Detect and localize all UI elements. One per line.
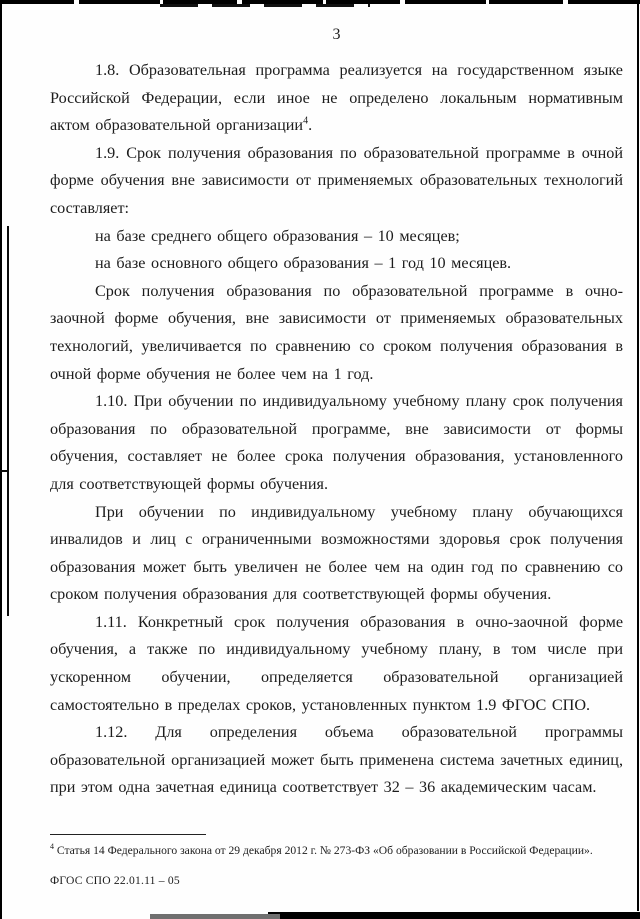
paragraph-1-8-period: . <box>308 116 313 135</box>
footnote-rule <box>50 834 206 835</box>
footnote-text-line <box>50 840 610 858</box>
scan-edge-bottom <box>268 912 640 919</box>
term-basic-general-education: на базе основного общего образования – 1 год 10 месяцев. <box>95 254 512 273</box>
footnote-reference-4: 4 <box>303 115 309 127</box>
paragraph-1-9: 1.9. Срок получения образования по образовательной программе в очной форме обучения вне зависимости от применяемых образовательных технологий составляет: <box>50 143 623 217</box>
footnote <box>50 834 610 858</box>
paragraph-1-10: 1.10. При обучении по индивидуальному учебному плану срок получения образования по образовательной программе, вне зависимости от формы обучения, составляет не более срока получения образования, установленного для соответствующей формы обучения. <box>50 392 623 493</box>
scan-edge-right <box>637 0 639 911</box>
scan-edge-bottom-gray <box>150 914 280 919</box>
footnote-text: Статья 14 Федерального закона от 29 декабря 2012 г. № 273-ФЗ «Об образовании в Российской Федерации». <box>54 843 593 857</box>
paragraph-1-9-continuation: Срок получения образования по образовательной программе в очно-заочной форме обучения, вне зависимости от применяемых образовательных технологий, увеличивается по сравнению со сроком получения образования в очной форме обучения не более чем на 1 год. <box>50 281 623 383</box>
scan-edge-left-tick <box>0 470 7 472</box>
paragraph-1-12: 1.12. Для определения объема образовательной программы образовательной организацией может быть применена система зачетных единиц, при этом одна зачетная единица соответствует 32 – 36 академическим часам. <box>50 723 623 797</box>
scan-edge-left-inner-line <box>7 226 9 616</box>
paragraph-1-11: 1.11. Конкретный срок получения образования в очно-заочной форме обучения, а также по индивидуальному учебному плану, в том числе при ускоренном обучении, определяется образовательной организацией самостоятельно в пределах сроков, установленных пунктом 1.9 ФГОС СПО. <box>50 612 623 714</box>
document-code-footer: ФГОС СПО 22.01.11 – 05 <box>50 874 180 887</box>
term-secondary-general-education: на базе среднего общего образования – 10 месяцев; <box>95 226 460 245</box>
scan-edge-left <box>0 0 2 919</box>
paragraph-1-10-continuation: При обучении по индивидуальному учебному плану обучающихся инвалидов и лиц с ограниченными возможностями здоровья срок получения образования может быть увеличен не более чем на один год по сравнению со сроком получения образования для соответствующей формы обучения. <box>50 502 623 604</box>
paragraph-1-8-text: 1.8. Образовательная программа реализуется на государственном языке Российской Федерации, если иное не определено локальным нормативным актом образовательной организации <box>50 61 623 135</box>
footnote-marker: 4 <box>50 842 54 851</box>
paragraph-1-8 <box>50 57 623 140</box>
page-number: 3 <box>332 26 341 43</box>
document-body <box>50 57 623 802</box>
scan-edge-top-secondary <box>160 4 370 7</box>
